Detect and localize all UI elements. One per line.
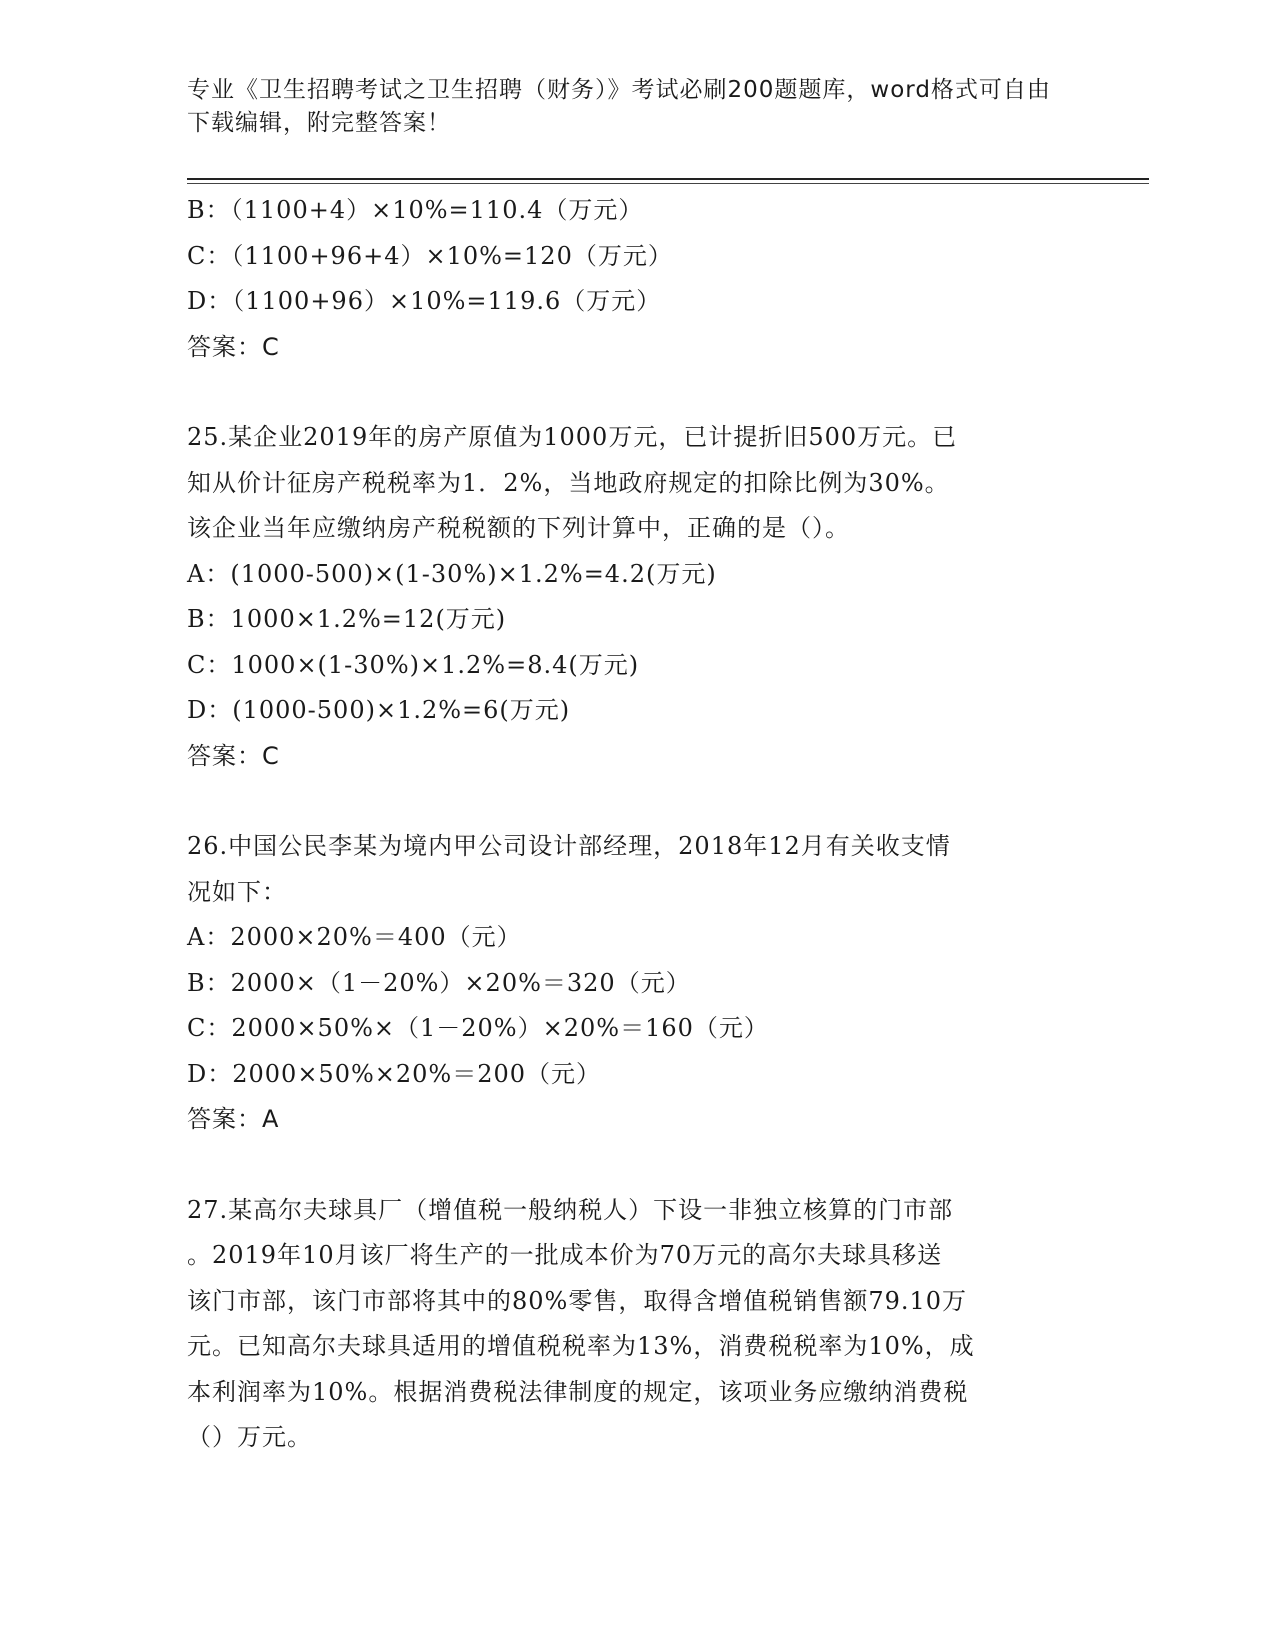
question-text: 该企业当年应缴纳房产税税额的下列计算中，正确的是（）。 xyxy=(187,514,850,542)
header-rule-thin xyxy=(187,183,1149,184)
question-24-continued xyxy=(187,188,1087,370)
document-header xyxy=(187,74,1067,140)
question-text: 25.某企业2019年的房产原值为1000万元，已计提折旧500万元。已 xyxy=(187,423,958,451)
document-body xyxy=(187,188,1087,1461)
question-text: 元。已知高尔夫球具适用的增值税税率为13%，消费税税率为10%，成 xyxy=(187,1332,975,1360)
option-b: B：（1100+4）×10%=110.4（万元） xyxy=(187,196,644,224)
header-title: 专业《卫生招聘考试之卫生招聘（财务）》考试必刷200题题库，word格式可自由下载编辑，附完整答案！ xyxy=(187,77,1051,136)
question-text: 该门市部，该门市部将其中的80%零售，取得含增值税销售额79.10万 xyxy=(187,1286,968,1315)
option-c: C：1000×(1-30%)×1.2%=8.4(万元) xyxy=(187,650,640,679)
spacer xyxy=(187,779,1087,824)
question-26 xyxy=(187,824,1087,1143)
header-rule-thick xyxy=(187,178,1149,180)
question-text: 26.中国公民李某为境内甲公司设计部经理，2018年12月有关收支情 xyxy=(187,832,951,860)
answer-line: 答案：C xyxy=(187,741,280,770)
spacer xyxy=(187,1143,1087,1188)
question-text: 本利润率为10%。根据消费税法律制度的规定，该项业务应缴纳消费税 xyxy=(187,1377,969,1406)
option-c: C：（1100+96+4）×10%=120（万元） xyxy=(187,241,673,270)
option-a: A：2000×20%＝400（元） xyxy=(187,923,522,951)
question-text: 况如下： xyxy=(187,877,287,906)
option-d: D：2000×50%×20%＝200（元） xyxy=(187,1059,602,1088)
answer-line: 答案：A xyxy=(187,1105,280,1133)
question-text: 。2019年10月该厂将生产的一批成本价为70万元的高尔夫球具移送 xyxy=(187,1241,943,1269)
question-text: （）万元。 xyxy=(187,1423,312,1451)
spacer xyxy=(187,370,1087,415)
option-b: B：2000×（1－20%）×20%＝320（元） xyxy=(187,968,691,997)
option-d: D：(1000-500)×1.2%=6(万元) xyxy=(187,696,571,724)
question-text: 知从价计征房产税税率为1．2%，当地政府规定的扣除比例为30%。 xyxy=(187,468,950,497)
question-text: 27.某高尔夫球具厂（增值税一般纳税人）下设一非独立核算的门市部 xyxy=(187,1195,954,1224)
answer-line: 答案：C xyxy=(187,332,280,361)
question-27 xyxy=(187,1188,1087,1461)
option-c: C：2000×50%×（1－20%）×20%＝160（元） xyxy=(187,1014,769,1042)
option-a: A：(1000-500)×(1-30%)×1.2%=4.2(万元) xyxy=(187,559,717,588)
question-25 xyxy=(187,415,1087,779)
option-b: B：1000×1.2%=12(万元) xyxy=(187,605,507,633)
option-d: D：（1100+96）×10%=119.6（万元） xyxy=(187,287,662,315)
